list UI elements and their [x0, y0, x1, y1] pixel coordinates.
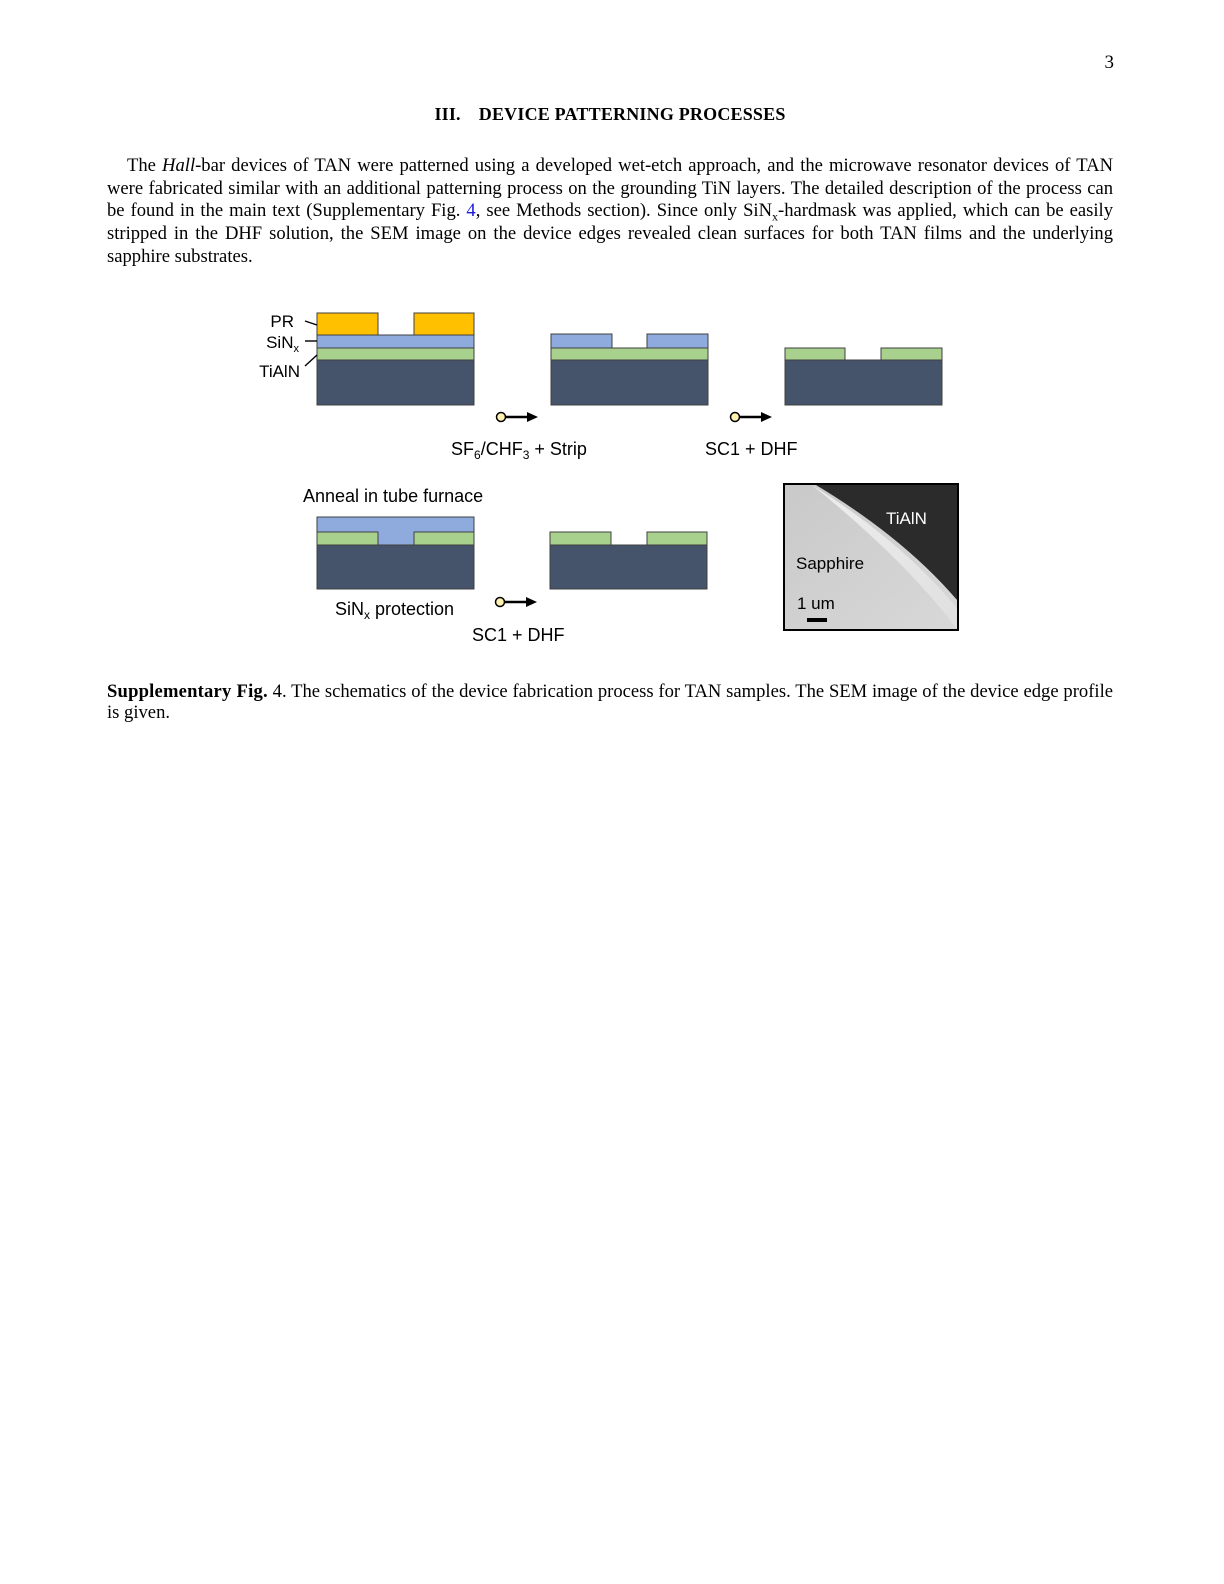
- substrate-layer: [317, 360, 474, 405]
- process-arrow-3: [496, 597, 538, 607]
- tialn-block-left: [785, 348, 845, 360]
- caption-number: 4.: [267, 681, 287, 702]
- substrate-layer: [551, 360, 708, 405]
- pr-block-left: [317, 313, 378, 335]
- substrate-layer: [317, 545, 474, 589]
- stack-after-dry-etch: [551, 334, 708, 405]
- step3-label: SC1 + DHF: [472, 625, 565, 645]
- stack-final: [550, 532, 707, 589]
- process-arrow-1: [497, 412, 539, 422]
- sinx-label: SiN$_x$: [266, 333, 299, 355]
- tialn-block-right: [414, 532, 474, 545]
- section-number: III.: [434, 104, 461, 124]
- paragraph-text: , see Methods section). Since only SiN: [475, 200, 773, 222]
- substrate-layer: [785, 360, 942, 405]
- process-arrow-2: [731, 412, 773, 422]
- sinx-block-right: [647, 334, 708, 348]
- substrate-layer: [550, 545, 707, 589]
- sem-image: [784, 484, 958, 630]
- stack-sinx-protection: [317, 517, 474, 589]
- figure-caption: [107, 681, 1113, 723]
- tialn-block-left: [550, 532, 611, 545]
- step2-label: SC1 + DHF: [705, 439, 798, 459]
- sinx-layer: [317, 335, 474, 348]
- pr-leader-line: [305, 321, 317, 325]
- paragraph-text: The: [127, 155, 163, 176]
- subscript: x: [772, 210, 779, 225]
- protection-label: SiN$_x$ protection: [335, 599, 455, 622]
- tialn-layer: [317, 348, 474, 360]
- section-title: DEVICE PATTERNING PROCESSES: [478, 104, 786, 124]
- caption-text: The schematics of the device fabrication process for TAN samples. The SEM image of the device edge profile is given.: [107, 681, 1113, 723]
- tialn-block-right: [647, 532, 707, 545]
- sem-tialn-label: TiAlN: [886, 509, 927, 528]
- anneal-label: Anneal in tube furnace: [303, 486, 484, 506]
- pr-label: PR: [270, 312, 294, 331]
- stack-initial: [317, 313, 474, 405]
- tialn-block-right: [881, 348, 942, 360]
- paragraph-text: -hardmask was applied, which can be easily stripped in the DHF solution, the SEM image on the device edges revealed clean surfaces for both TAN films and the underlying sapphire substrates.: [107, 200, 1113, 267]
- fabrication-figure: [0, 0, 1224, 680]
- sinx-block-left: [551, 334, 612, 348]
- sem-sapphire-label: Sapphire: [796, 554, 865, 573]
- paragraph-text: -bar devices of TAN were patterned using a developed wet-etch approach, and the microwave resonator devices of TAN were fabricated similar with an additional patterning process on the grounding TiN layers. The detailed description of the process can be found in the main text (Supplementary Fig.: [107, 155, 1113, 222]
- stack-after-wet-etch: [785, 348, 942, 405]
- sem-scale-label: 1 um: [797, 594, 835, 613]
- pr-block-right: [414, 313, 474, 335]
- tialn-label: TiAlN: [259, 362, 300, 381]
- sem-scale-bar: [807, 618, 827, 622]
- figure-reference-link[interactable]: 4: [466, 200, 476, 222]
- step1-label: $SF_6/CHF_3$ + Strip: [451, 439, 587, 462]
- hall-italic: Hall: [162, 155, 196, 176]
- page-number: 3: [1104, 52, 1114, 73]
- tialn-layer: [551, 348, 708, 360]
- caption-label: Supplementary Fig.: [107, 681, 268, 702]
- tialn-leader-line: [305, 355, 317, 366]
- tialn-block-left: [317, 532, 378, 545]
